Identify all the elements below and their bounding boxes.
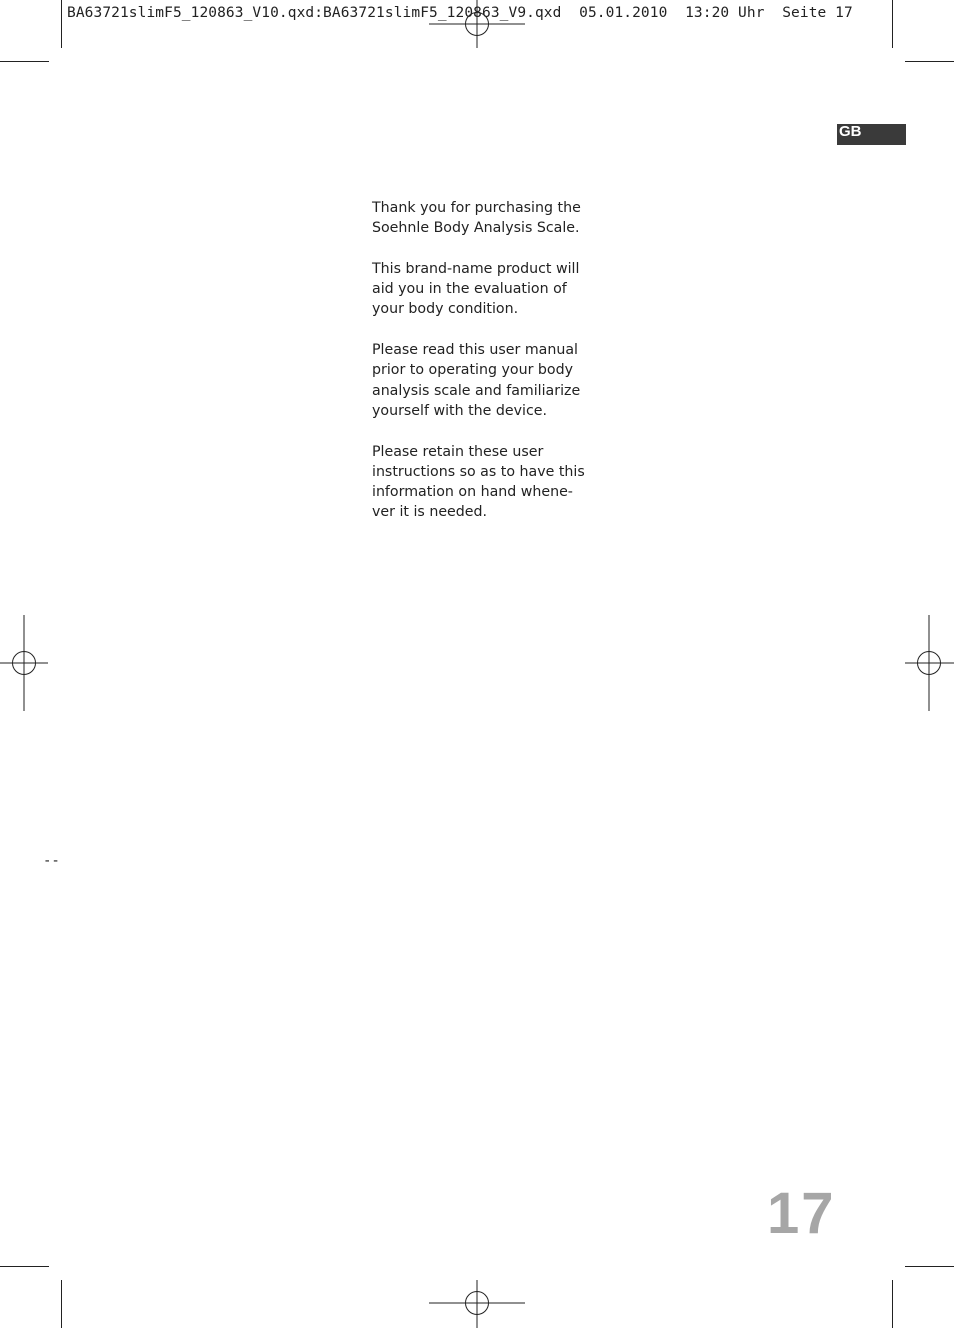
registration-mark-right	[905, 615, 954, 711]
paragraph-read-manual: Please read this user manual prior to operating your body analysis scale and familiarize yourself with the device.	[372, 342, 581, 419]
registration-mark-left	[0, 615, 48, 711]
print-slug-line: BA63721slimF5_120863_V10.qxd:BA63721slimF5_120863_V9.qxd 05.01.2010 13:20 Uhr Seite 17	[67, 5, 853, 21]
paragraph-thank-you: Thank you for purchasing the Soehnle Body Analysis Scale.	[372, 200, 581, 237]
registration-mark-bottom	[429, 1280, 525, 1328]
intro-text-column	[372, 198, 602, 543]
page-number: 17	[767, 1181, 836, 1246]
paragraph-retain-instructions: Please retain these user instructions so as to have this information on hand whene- ver it is needed.	[372, 443, 585, 521]
registration-mark-top	[429, 0, 525, 48]
language-tab-gb	[837, 124, 906, 145]
margin-fold-mark: --	[43, 853, 60, 869]
language-tab-label: GB	[839, 123, 862, 140]
paragraph-brand-product: This brand-name product will aid you in the evaluation of your body condition.	[372, 260, 580, 318]
